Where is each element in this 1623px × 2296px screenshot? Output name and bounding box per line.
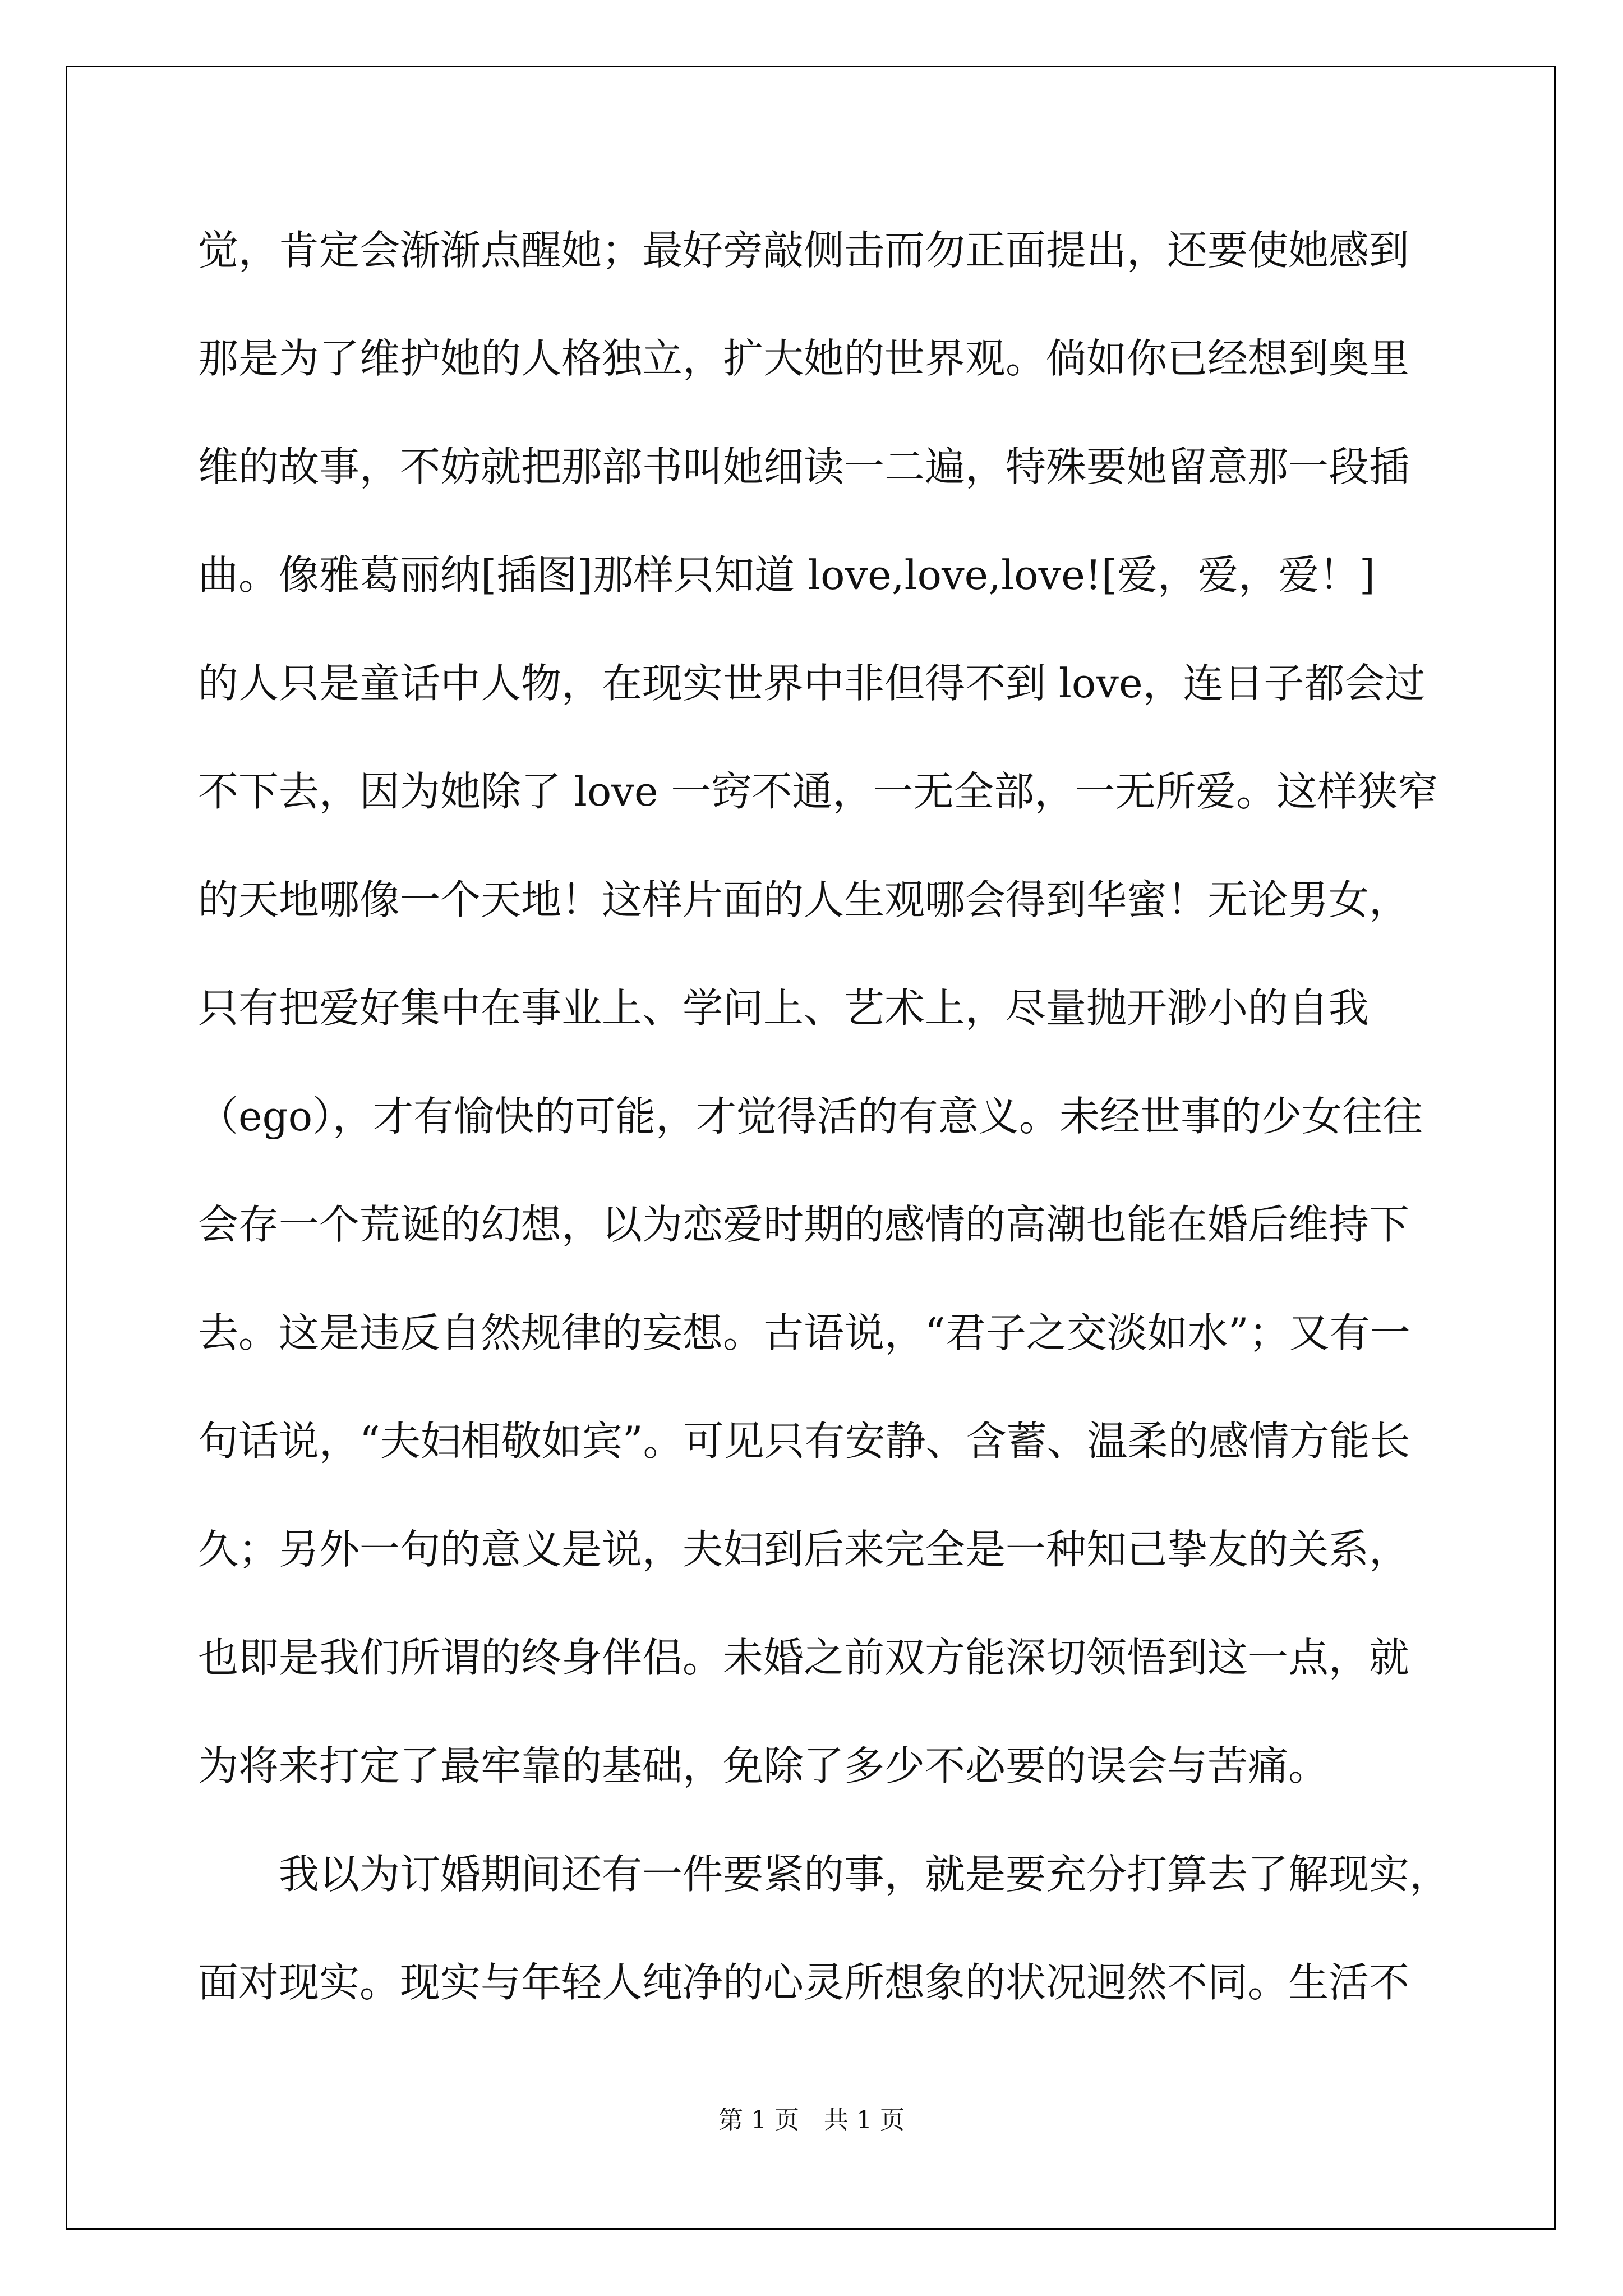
page-number-footer: 第 1 页 共 1 页 [718,2106,905,2134]
text-line-11: 去。这是违反自然规律的妄想。古语说，“君子之交淡如水”；又有一 [198,1309,1410,1356]
text-line-17: 面对现实。现实与年轻人纯净的心灵所想象的状况迥然不同。生活不 [198,1959,1410,2006]
text-line-16: 我以为订婚期间还有一件要紧的事，就是要充分打算去了解现实， [279,1851,1450,1898]
text-line-8: 只有把爱好集中在事业上、学问上、艺术上，尽量抛开渺小的自我 [198,984,1370,1032]
text-line-13: 久；另外一句的意义是说，夫妇到后来完全是一种知己挚友的关系， [198,1526,1410,1573]
text-line-3: 维的故事，不妨就把那部书叫她细读一二遍，特殊要她留意那一段插 [198,443,1410,490]
text-line-2: 那是为了维护她的人格独立，扩大她的世界观。倘如你已经想到奥里 [198,335,1410,382]
text-line-15: 为将来打定了最牢靠的基础，免除了多少不必要的误会与苦痛。 [198,1742,1329,1789]
text-line-10: 会存一个荒诞的幻想，以为恋爱时期的感情的高潮也能在婚后维持下 [198,1201,1410,1248]
text-line-1: 觉，肯定会渐渐点醒她；最好旁敲侧击而勿正面提出，还要使她感到 [198,227,1410,274]
text-line-7: 的天地哪像一个天地！这样片面的人生观哪会得到华蜜！无论男女， [198,876,1410,923]
text-line-5: 的人只是童话中人物，在现实世界中非但得不到 love，连日子都会过 [198,660,1426,707]
document-body [198,217,1449,2057]
text-line-4: 曲。像雅葛丽纳[插图]那样只知道 love,love,love![爱，爱，爱！] [198,551,1375,599]
text-line-6: 不下去，因为她除了 love 一窍不通，一无全部，一无所爱。这样狭窄 [198,768,1438,815]
text-line-12: 句话说，“夫妇相敬如宾”。可见只有安静、含蓄、温柔的感情方能长 [198,1418,1410,1465]
text-line-14: 也即是我们所谓的终身伴侣。未婚之前双方能深切领悟到这一点，就 [198,1634,1410,1681]
text-line-9: （ego），才有愉快的可能，才觉得活的有意义。未经世事的少女往往 [198,1093,1423,1140]
